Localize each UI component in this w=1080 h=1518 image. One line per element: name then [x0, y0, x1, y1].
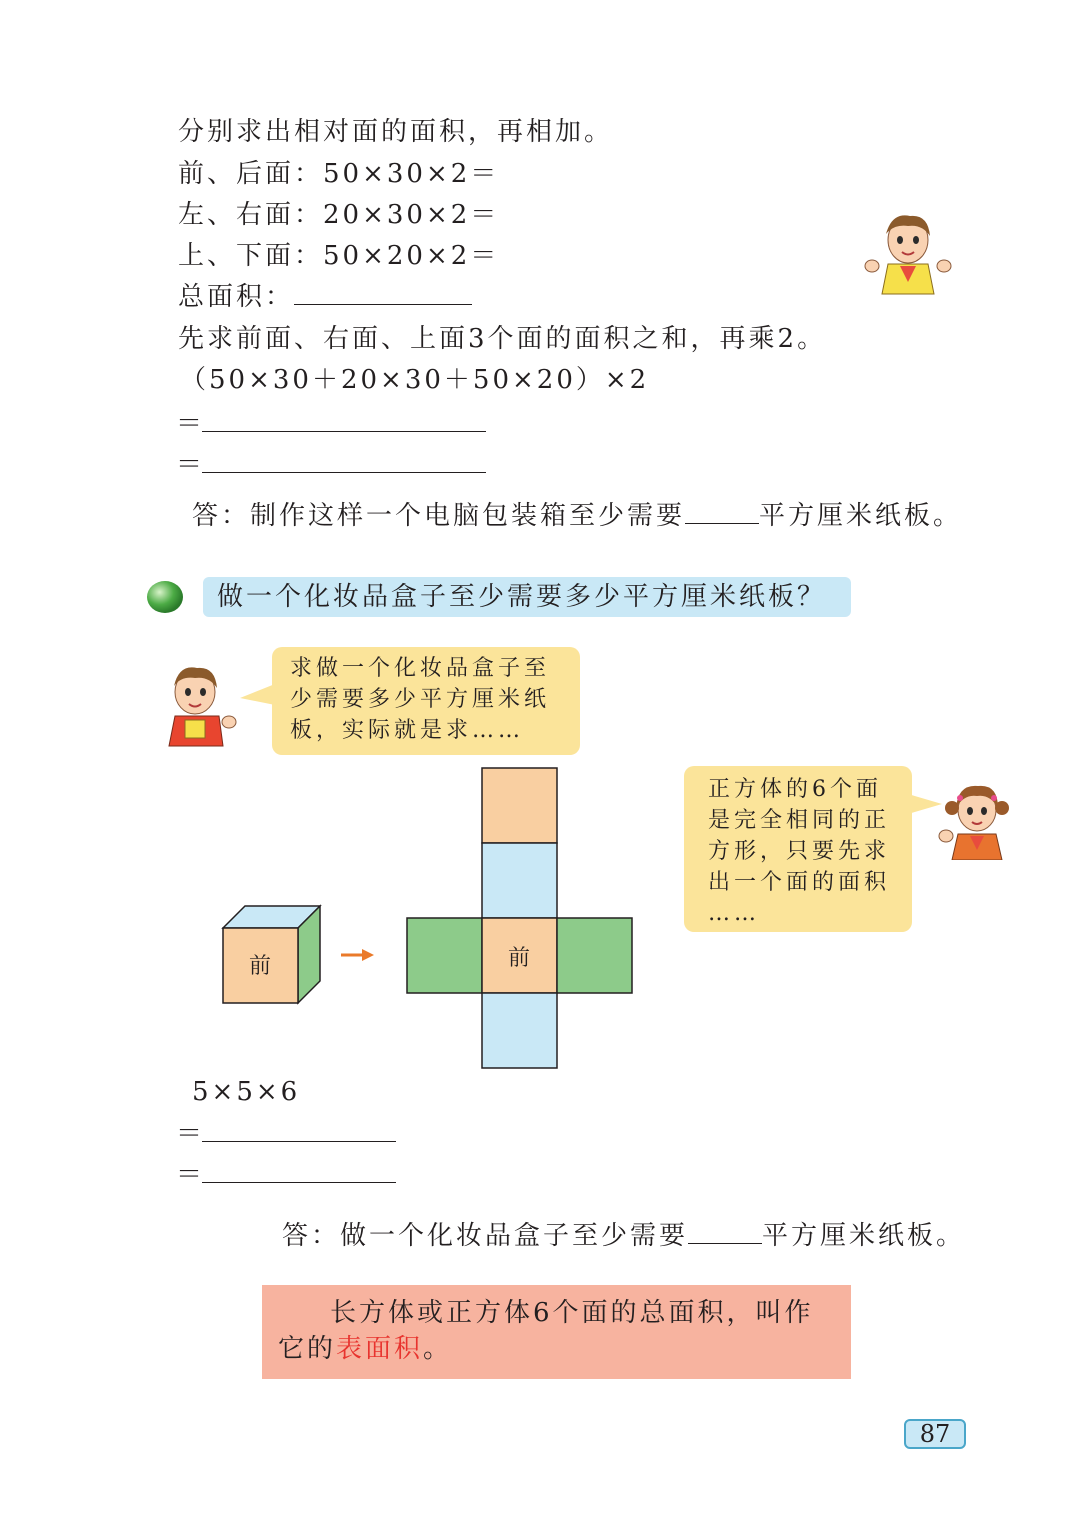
eq-sign: ＝ — [176, 450, 203, 480]
eq-sign: ＝ — [176, 1160, 203, 1190]
net-face-left — [407, 918, 482, 993]
definition-line-1: 长方体或正方体6个面的总面积，叫作 — [330, 1298, 814, 1328]
answer-2-suffix: 平方厘米纸板。 — [762, 1221, 966, 1251]
net-face-top — [482, 768, 557, 843]
cube-net — [407, 768, 632, 1068]
green-ball-icon — [145, 579, 185, 615]
eq-sign: ＝ — [176, 409, 203, 439]
cube — [223, 906, 320, 1003]
cube-and-net-diagram — [210, 760, 650, 1080]
answer-1-suffix: 平方厘米纸板。 — [759, 501, 963, 531]
calc2-eq-row-1 — [176, 1118, 396, 1150]
girl-bubble-tail — [908, 790, 942, 820]
eq-blank-1[interactable] — [202, 409, 486, 432]
answer-2-prefix: 答：做一个化妆品盒子至少需要 — [282, 1221, 689, 1251]
total-area-blank[interactable] — [294, 282, 472, 305]
answer-2-blank[interactable] — [688, 1221, 762, 1244]
eq-blank-2[interactable] — [202, 450, 486, 473]
girl-illustration — [938, 778, 1016, 860]
net-face-bottom — [482, 993, 557, 1068]
boy-with-book-illustration — [163, 658, 239, 748]
top-bottom-area: 上、下面：50×20×2＝ — [178, 241, 500, 271]
girl-bubble-line-1: 正方体的6个面 — [708, 777, 882, 802]
method2-text: 先求前面、右面、上面3个面的面积之和，再乘2。 — [178, 324, 827, 354]
right-arrow-icon — [341, 949, 374, 961]
intro-text: 分别求出相对面的面积，再相加。 — [178, 117, 614, 147]
calc2-blank-2[interactable] — [202, 1160, 396, 1183]
eq-row-1 — [176, 408, 486, 440]
calc2-blank-1[interactable] — [202, 1119, 396, 1142]
girl-bubble-line-5: …… — [708, 901, 760, 926]
girl-bubble-line-3: 方形，只要先求 — [708, 839, 891, 864]
total-area-row — [178, 281, 472, 313]
calc2-eq-row-2 — [176, 1159, 396, 1191]
boy-bubble-line-3: 板，实际就是求…… — [290, 718, 525, 743]
definition-term: 表面积 — [336, 1334, 424, 1364]
eq-sign: ＝ — [176, 1119, 203, 1149]
net-front-label: 前 — [507, 946, 531, 971]
boy-speech-bubble — [272, 647, 580, 755]
boy-waving-illustration — [862, 204, 954, 296]
cube-front-label: 前 — [248, 954, 272, 979]
answer-1-prefix: 答：制作这样一个电脑包装箱至少需要 — [192, 501, 686, 531]
net-face-right — [557, 918, 632, 993]
girl-bubble-line-2: 是完全相同的正 — [708, 808, 891, 833]
definition-line-2-prefix: 它的 — [278, 1334, 337, 1364]
girl-bubble-line-4: 出一个面的面积 — [708, 870, 891, 895]
boy-bubble-line-2: 少需要多少平方厘米纸 — [290, 687, 551, 712]
girl-speech-bubble — [684, 766, 912, 932]
task-question-bar: 做一个化妆品盒子至少需要多少平方厘米纸板？ — [203, 577, 851, 617]
answer-1-blank[interactable] — [685, 501, 759, 524]
calc2-expression: 5×5×6 — [192, 1077, 301, 1107]
answer-1 — [192, 500, 962, 532]
front-back-area: 前、后面：50×30×2＝ — [178, 159, 500, 189]
definition-line-2 — [278, 1331, 835, 1367]
expression-1: （50×30＋20×30＋50×20）×2 — [180, 365, 650, 395]
answer-2 — [282, 1220, 965, 1252]
eq-row-2 — [176, 449, 486, 481]
definition-line-2-suffix: 。 — [423, 1334, 453, 1364]
net-face-upper — [482, 843, 557, 918]
boy-bubble-line-1: 求做一个化妆品盒子至 — [290, 656, 551, 681]
left-right-area: 左、右面：20×30×2＝ — [178, 200, 500, 230]
page-number: 87 — [904, 1419, 966, 1449]
definition-box — [262, 1285, 851, 1379]
total-area-label: 总面积： — [178, 282, 295, 312]
